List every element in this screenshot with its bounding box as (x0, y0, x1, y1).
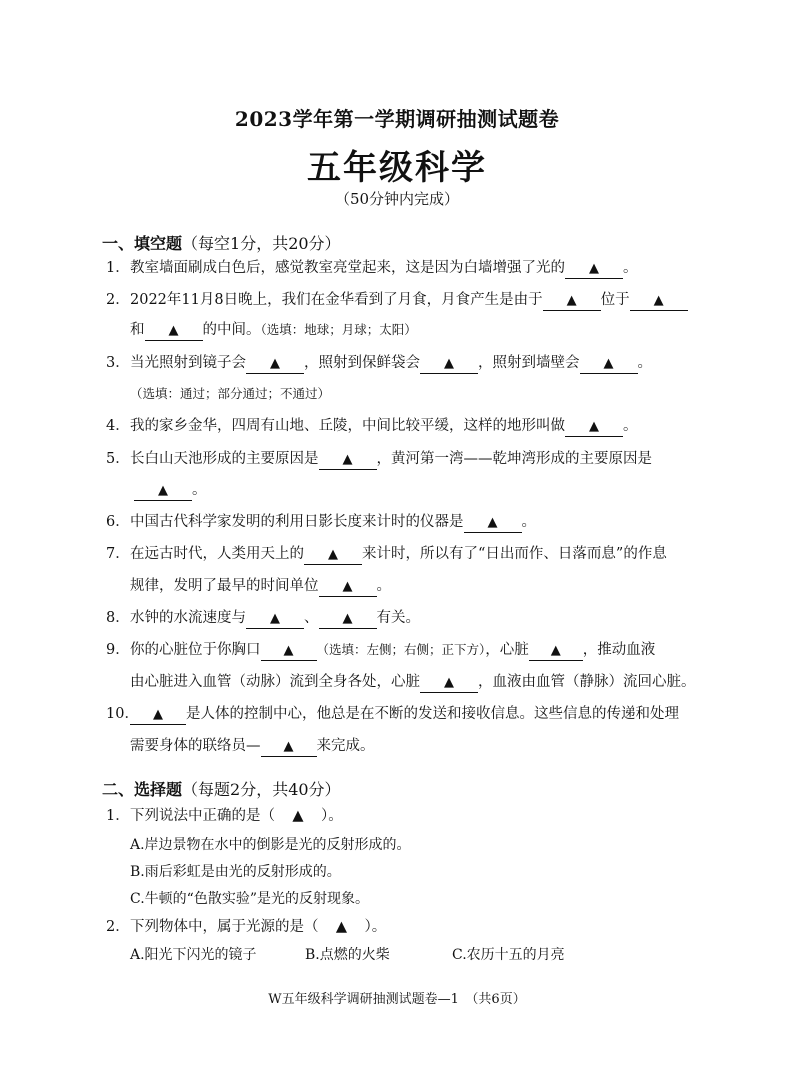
triangle-mark: ▲ (589, 261, 599, 276)
question-text: 教室墙面刷成白色后，感觉教室亮堂起来，这是因为白墙增强了光的 (130, 260, 565, 276)
triangle-mark: ▲ (168, 323, 179, 338)
s1-q1 (106, 258, 638, 279)
s2-q1-option-c: C.牛顿的“色散实验”是光的反射现象。 (130, 891, 369, 907)
s1-q6 (106, 512, 536, 533)
question-text: ，血液由血管（静脉）流回心脏。 (478, 674, 696, 690)
answer-blank[interactable] (630, 292, 688, 311)
s1-q9 (106, 640, 655, 661)
triangle-mark: ▲ (342, 611, 353, 626)
s2-q1-option-b: B.雨后彩虹是由光的反射形成的。 (130, 864, 341, 880)
hint-text: （选填：地球；月球；太阳） (260, 322, 417, 337)
question-text: 。 (521, 514, 536, 530)
question-number: 3． (106, 355, 130, 371)
triangle-mark: ▲ (550, 643, 561, 658)
answer-blank[interactable] (130, 706, 186, 725)
s1-q5 (106, 449, 652, 470)
triangle-mark: ▲ (487, 515, 498, 530)
question-number: 2． (106, 292, 130, 308)
section1-scoring: （每空1分，共20分） (182, 234, 341, 253)
question-text: 规律，发明了最早的时间单位 (130, 578, 319, 594)
answer-blank[interactable] (304, 546, 362, 565)
time-note: （50分钟内完成） (334, 190, 460, 208)
section1-heading (102, 231, 341, 254)
question-text: 。 (623, 418, 638, 434)
question-text: ，推动血液 (582, 642, 656, 658)
answer-blank[interactable] (420, 674, 478, 693)
s2-q1 (106, 806, 343, 826)
triangle-mark: ▲ (589, 419, 599, 434)
answer-blank[interactable] (134, 482, 192, 501)
s1-q10-cont (130, 736, 375, 757)
question-text: 在远古时代，人类用天上的 (130, 546, 304, 562)
triangle-mark: ▲ (292, 808, 304, 824)
s1-q3 (106, 353, 652, 374)
question-text: ，心脏 (485, 642, 529, 658)
question-number: 1． (106, 808, 130, 824)
question-text: 、 (304, 610, 319, 626)
question-text: 需要身体的联络员— (130, 738, 261, 754)
section2-title: 二、选择题 (102, 780, 183, 799)
s1-q4 (106, 416, 638, 437)
s1-q10 (106, 704, 679, 725)
answer-blank[interactable] (543, 292, 601, 311)
question-text: 有关。 (376, 610, 420, 626)
s1-q2 (106, 290, 688, 311)
triangle-mark: ▲ (444, 356, 454, 371)
question-text: 下列物体中，属于光源的是（ (130, 919, 319, 935)
exam-title: 2023学年第一学期调研抽测试题卷 (234, 107, 560, 131)
s1-q3-hint: （选填：通过；部分通过；不通过） (130, 386, 331, 401)
question-text: 长白山天池形成的主要原因是 (130, 451, 319, 467)
question-text: 我的家乡金华，四周有山地、丘陵，中间比较平缓，这样的地形叫做 (130, 418, 565, 434)
s1-q2-cont (130, 320, 417, 341)
triangle-mark: ▲ (603, 356, 614, 371)
question-number: 9． (106, 642, 130, 658)
answer-blank[interactable] (420, 355, 478, 374)
question-number: 10． (106, 706, 139, 722)
triangle-mark: ▲ (342, 452, 353, 467)
question-text: ）。 (364, 919, 387, 935)
question-text: ，照射到墙壁会 (478, 355, 580, 371)
question-text: 是人体的控制中心，他总是在不断的发送和接收信息。这些信息的传递和处理 (186, 706, 679, 722)
question-number: 4． (106, 418, 130, 434)
triangle-mark: ▲ (158, 483, 168, 498)
question-text: 水钟的水流速度与 (130, 610, 246, 626)
s1-q5-cont (134, 480, 207, 501)
question-text: 中国古代科学家发明的利用日影长度来计时的仪器是 (130, 514, 464, 530)
s1-q9-cont (130, 672, 696, 693)
triangle-mark: ▲ (270, 611, 280, 626)
answer-blank[interactable] (246, 355, 304, 374)
question-number: 2． (106, 919, 130, 935)
triangle-mark: ▲ (335, 919, 348, 935)
triangle-mark: ▲ (270, 356, 280, 371)
answer-blank[interactable] (261, 642, 317, 661)
question-number: 7． (106, 546, 130, 562)
triangle-mark: ▲ (283, 739, 294, 754)
question-text: 2022年11月8日晚上，我们在金华看到了月食，月食产生是由于 (130, 292, 543, 308)
triangle-mark: ▲ (653, 293, 664, 308)
triangle-mark: ▲ (153, 707, 163, 722)
answer-blank[interactable] (565, 260, 623, 279)
s2-q1-option-a: A.岸边景物在水中的倒影是光的反射形成的。 (130, 837, 411, 853)
s1-q7-cont (130, 576, 391, 597)
question-text: 。 (192, 482, 207, 498)
answer-blank[interactable] (319, 578, 377, 597)
answer-blank[interactable] (261, 738, 317, 757)
question-text: ，照射到保鲜袋会 (304, 355, 420, 371)
answer-blank[interactable] (565, 418, 623, 437)
question-text: 。 (623, 260, 638, 276)
answer-blank[interactable] (145, 322, 203, 341)
s2-q2-option-a: A.阳光下闪光的镜子 (130, 947, 257, 963)
answer-blank[interactable] (529, 642, 583, 661)
question-number: 6． (106, 514, 130, 530)
question-text: ，黄河第一湾——乾坤湾形成的主要原因是 (376, 451, 652, 467)
question-text: 的中间。 (202, 322, 261, 338)
triangle-mark: ▲ (444, 675, 454, 690)
answer-blank[interactable] (580, 355, 638, 374)
section2-scoring: （每题2分，共40分） (182, 780, 341, 799)
hint-text: （选填：左侧；右侧；正下方） (316, 642, 486, 657)
question-text: 。 (376, 578, 391, 594)
page-footer: W五年级科学调研抽测试题卷—1 （共6页） (268, 992, 526, 1007)
question-text: 由心脏进入血管（动脉）流到全身各处，心脏 (130, 674, 420, 690)
answer-blank[interactable] (319, 451, 377, 470)
s2-q2-option-c: C.农历十五的月亮 (452, 947, 565, 963)
s1-q7 (106, 544, 667, 565)
answer-blank[interactable] (246, 610, 304, 629)
question-text: 来完成。 (316, 738, 375, 754)
question-number: 5． (106, 451, 130, 467)
triangle-mark: ▲ (283, 643, 294, 658)
answer-blank[interactable] (464, 514, 522, 533)
question-number: 1． (106, 260, 130, 276)
section1-title: 一、填空题 (102, 234, 183, 253)
question-text: 下列说法中正确的是（ (130, 808, 275, 824)
triangle-mark: ▲ (342, 579, 353, 594)
subject-title: 五年级科学 (307, 148, 487, 188)
question-text: 。 (637, 355, 652, 371)
section2-heading (102, 777, 341, 800)
s2-q2 (106, 917, 386, 937)
answer-blank[interactable] (319, 610, 377, 629)
question-text: 当光照射到镜子会 (130, 355, 246, 371)
triangle-mark: ▲ (328, 547, 338, 562)
question-text: 你的心脏位于你胸口 (130, 642, 261, 658)
s1-q8 (106, 608, 420, 629)
question-text: 来计时，所以有了“日出而作、日落而息”的作息 (362, 546, 667, 562)
question-text: 位于 (600, 292, 630, 308)
question-number: 8． (106, 610, 130, 626)
question-text: ）。 (321, 808, 343, 824)
question-text: 和 (130, 322, 145, 338)
s2-q2-option-b: B.点燃的火柴 (305, 947, 390, 963)
triangle-mark: ▲ (566, 293, 577, 308)
